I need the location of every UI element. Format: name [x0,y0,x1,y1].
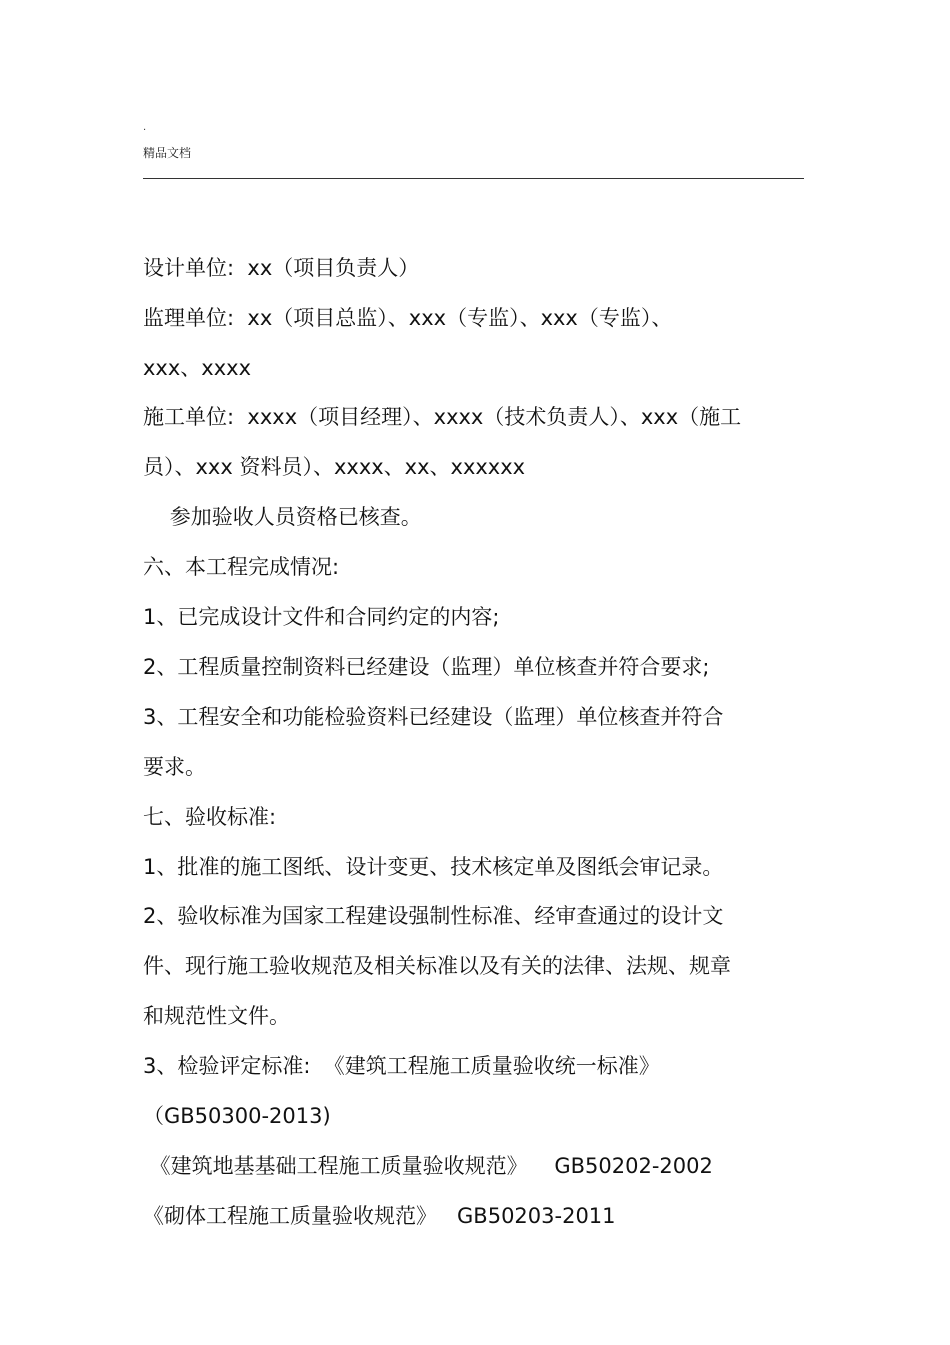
design-unit-line: 设计单位: xx（项目负责人） [143,256,420,280]
section-six-heading: 六、本工程完成情况: [143,555,340,579]
supervision-unit-line: 监理单位: xx（项目总监）、xxx（专监）、xxx（专监）、 [143,306,673,330]
standard-item-2-end: 和规范性文件。 [143,1004,290,1028]
completion-item-1: 1、已完成设计文件和合同约定的内容; [143,605,500,629]
construction-unit-line: 施工单位: xxxx（项目经理）、xxxx（技术负责人）、xxx（施工 [143,405,742,429]
header-label: 精品文档 [143,146,192,160]
standard-code-gb50203: 《砌体工程施工质量验收规范》 GB50203-2011 [143,1204,616,1228]
header-dot: . [143,122,147,133]
header-rule [143,178,804,179]
completion-item-2: 2、工程质量控制资料已经建设（监理）单位核查并符合要求; [143,655,710,679]
standard-item-2: 2、验收标准为国家工程建设强制性标准、经审查通过的设计文 [143,904,724,928]
standard-item-2-cont: 件、现行施工验收规范及相关标准以及有关的法律、法规、规章 [143,954,731,978]
standard-item-3: 3、检验评定标准: 《建筑工程施工质量验收统一标准》 [143,1054,660,1078]
standard-code-gb50202: 《建筑地基基础工程施工质量验收规范》 GB50202-2002 [143,1154,713,1178]
qualification-checked-line: 参加验收人员资格已核查。 [143,505,422,529]
standard-code-gb50300: （GB50300-2013) [143,1104,331,1128]
standard-item-1: 1、批准的施工图纸、设计变更、技术核定单及图纸会审记录。 [143,855,724,879]
supervision-unit-line-cont: xxx、xxxx [143,356,251,380]
construction-unit-line-cont: 员）、xxx 资料员）、xxxx、xx、xxxxxx [143,455,526,479]
completion-item-3: 3、工程安全和功能检验资料已经建设（监理）单位核查并符合 [143,705,724,729]
section-seven-heading: 七、验收标准: [143,805,277,829]
completion-item-3-cont: 要求。 [143,755,206,779]
